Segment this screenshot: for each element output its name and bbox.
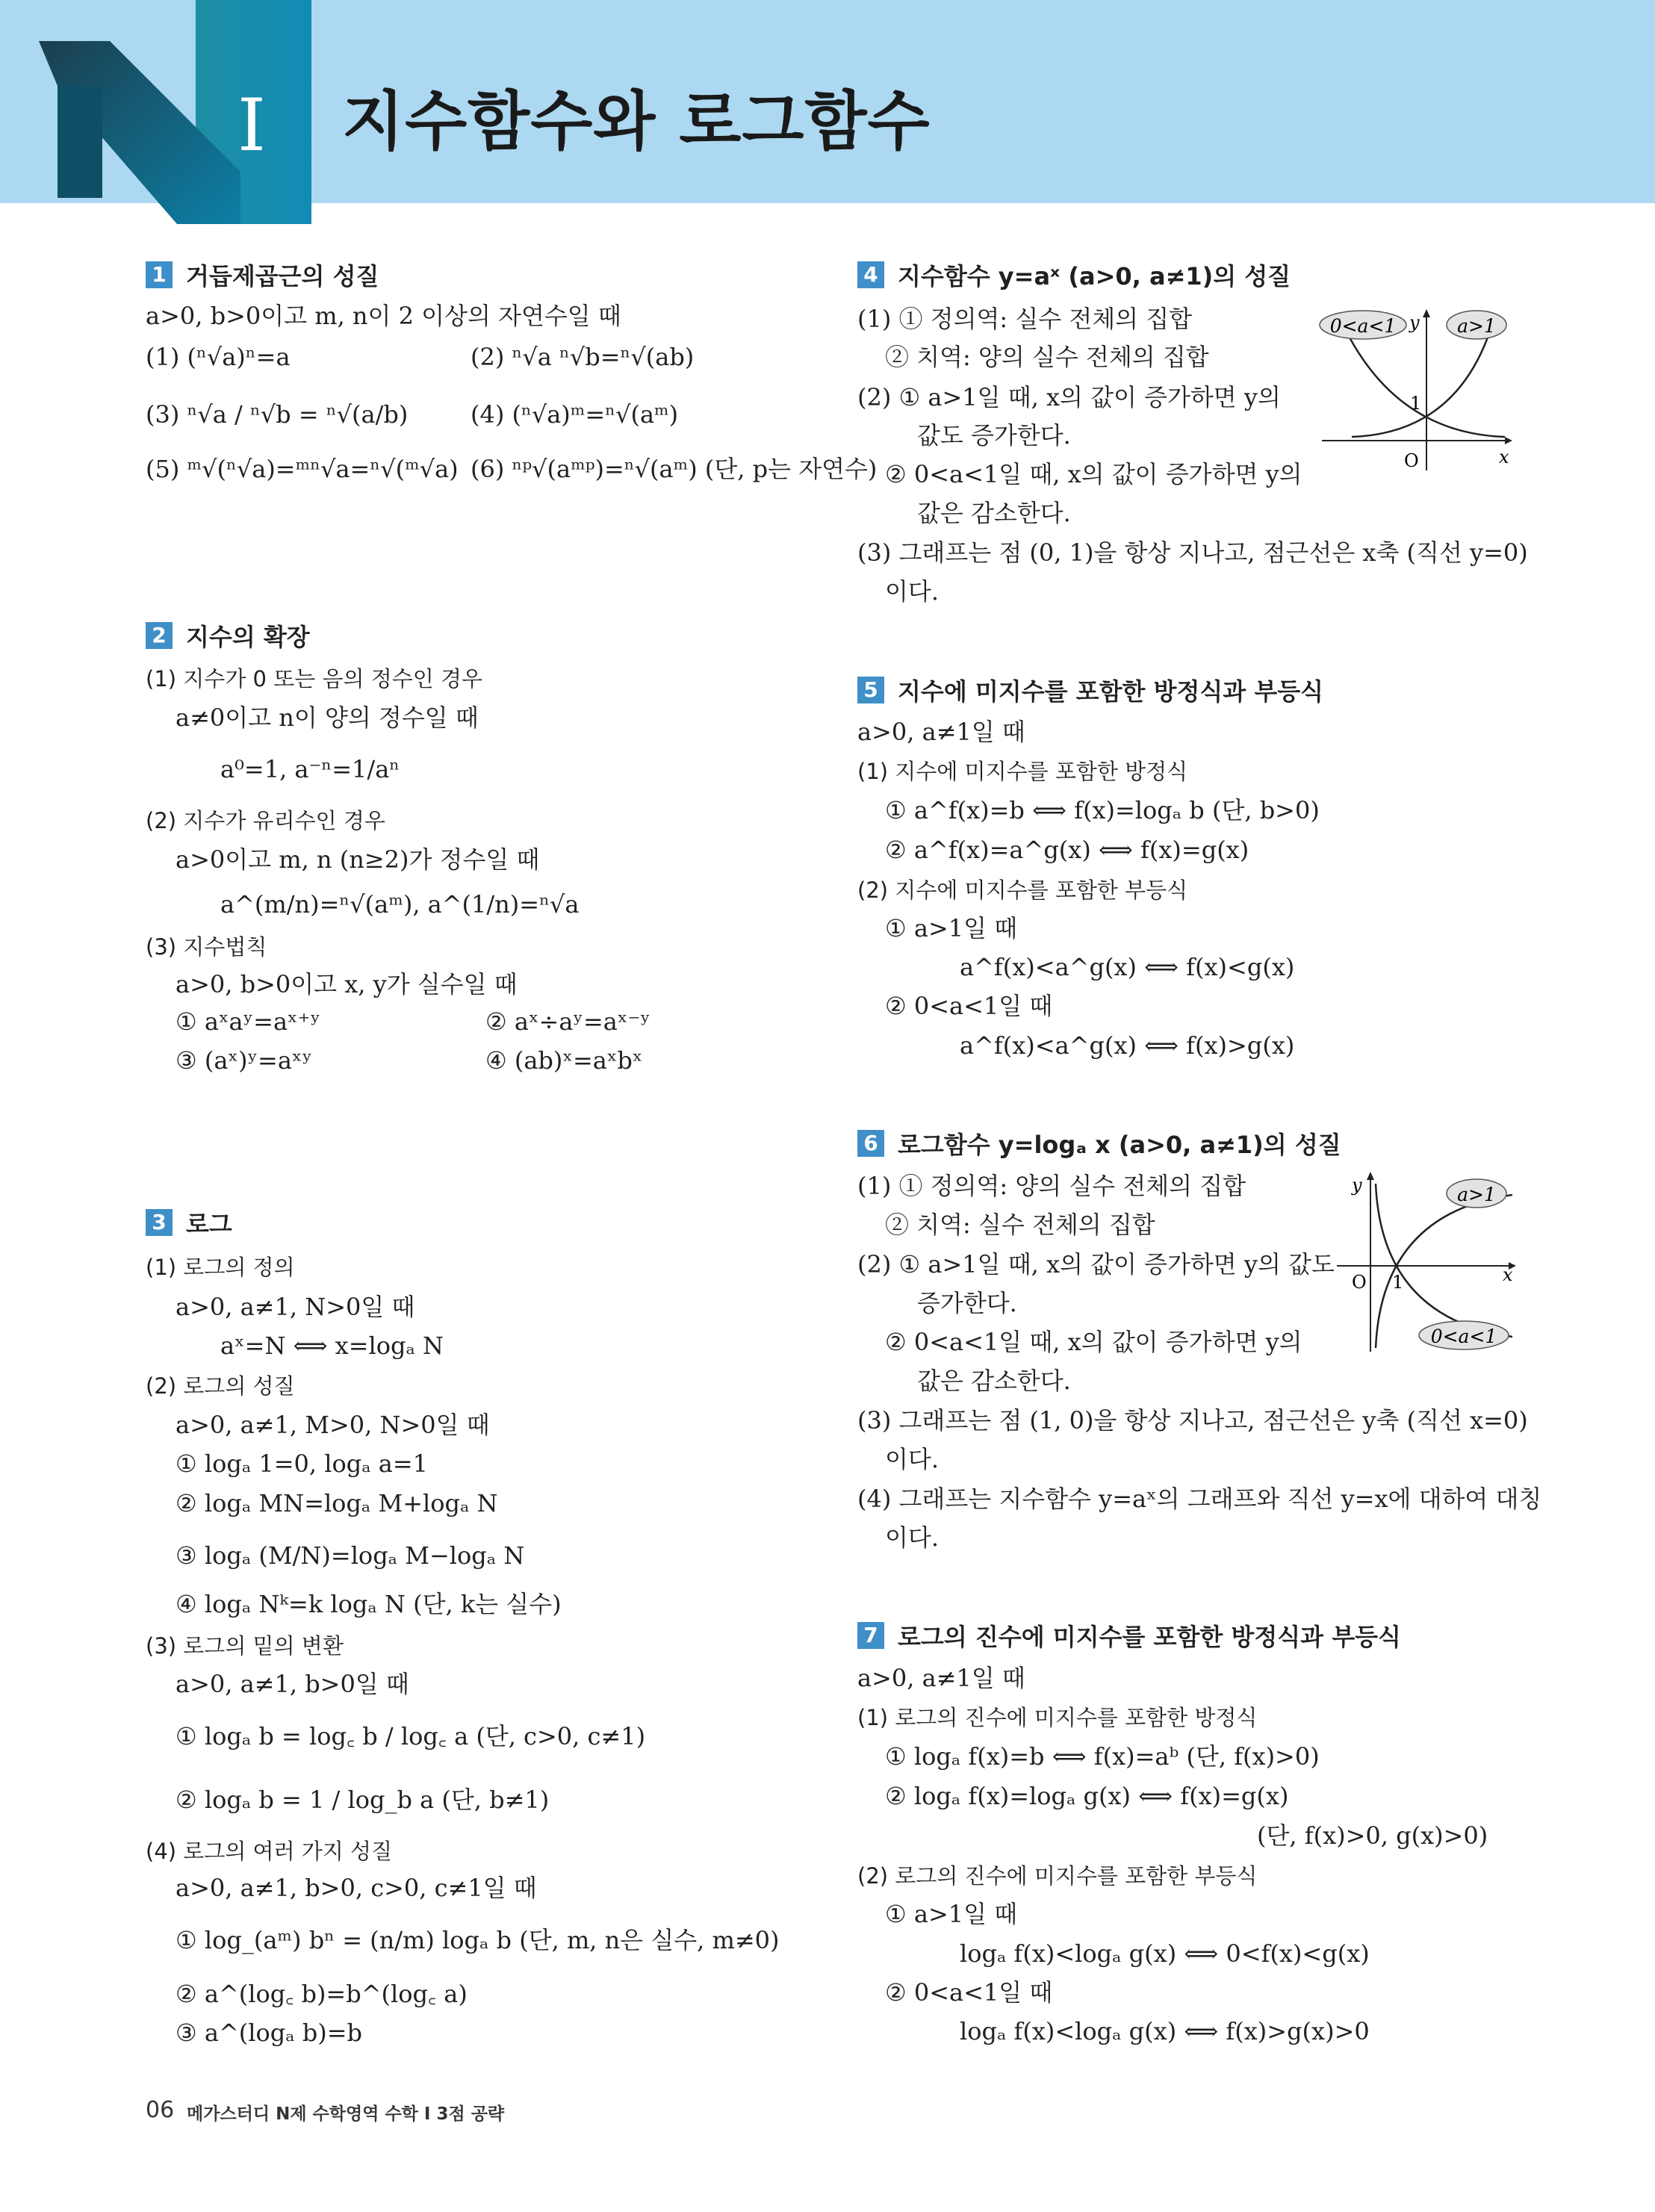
graph-label-bottom: 0<a<1 [1430, 1326, 1497, 1347]
y-label: y [1409, 312, 1420, 333]
one-label: 1 [1392, 1272, 1404, 1293]
s3-formula: ① logₐ 1=0, logₐ a=1 [176, 1450, 428, 1478]
s3-formula: ② logₐ b = 1 / log_b a (단, b≠1) [176, 1786, 550, 1814]
s7-line: (2) 로그의 진수에 미지수를 포함한 부등식 [857, 1863, 1258, 1889]
s6-line: (1) ① 정의역: 양의 실수 전체의 집합 [857, 1172, 1246, 1200]
s6-line: (3) 그래프는 점 (1, 0)을 항상 지나고, 점근선은 y축 (직선 x=0) [857, 1406, 1528, 1435]
s3-line: (4) 로그의 여러 가지 성질 [146, 1839, 393, 1864]
s5-line: (1) 지수에 미지수를 포함한 방정식 [857, 759, 1188, 784]
graph-label-left: 0<a<1 [1329, 315, 1397, 337]
s4-line: (2) ① a>1일 때, x의 값이 증가하면 y의 [857, 383, 1281, 411]
section-number: 2 [146, 622, 173, 649]
x-label: x [1499, 447, 1509, 467]
s1-prop-6: (6) ⁿᵖ√(aᵐᵖ)=ⁿ√(aᵐ) (단, p는 자연수) [471, 455, 878, 483]
section-number: 4 [857, 261, 884, 288]
s7-line: a>0, a≠1일 때 [857, 1664, 1025, 1692]
origin-label: O [1352, 1272, 1367, 1293]
s5-line: ① a>1일 때 [885, 914, 1018, 942]
s2-line: (1) 지수가 0 또는 음의 정수인 경우 [146, 666, 483, 692]
s3-line: a>0, a≠1, b>0일 때 [176, 1670, 409, 1698]
s3-formula: ② a^(log꜀ b)=b^(log꜀ a) [176, 1980, 468, 2008]
s7-formula: logₐ f(x)<logₐ g(x) ⟺ f(x)>g(x)>0 [960, 2017, 1370, 2045]
n-logo [39, 0, 315, 224]
s7-formula: ② logₐ f(x)=logₐ g(x) ⟺ f(x)=g(x) [885, 1782, 1289, 1810]
s3-line: (2) 로그의 성질 [146, 1373, 295, 1399]
s3-formula: ① log_(aᵐ) bⁿ = (n/m) logₐ b (단, m, n은 실수, m≠0) [176, 1926, 780, 1954]
s5-formula: ① a^f(x)=b ⟺ f(x)=logₐ b (단, b>0) [885, 796, 1320, 824]
graph-label-right: a>1 [1457, 315, 1496, 337]
section-5-heading [857, 673, 1323, 707]
s1-prop-4: (4) (ⁿ√a)ᵐ=ⁿ√(aᵐ) [471, 400, 679, 429]
chapter-roman: I [237, 84, 266, 167]
s2-line: a>0, b>0이고 x, y가 실수일 때 [176, 970, 518, 998]
s2-law-1: ① aˣaʸ=aˣ⁺ʸ [176, 1007, 321, 1036]
section-title: 로그 [186, 1210, 232, 1238]
chapter-title: 지수함수와 로그함수 [342, 84, 931, 159]
one-label: 1 [1410, 393, 1422, 414]
s3-formula: ① logₐ b = log꜀ b / log꜀ a (단, c>0, c≠1) [176, 1722, 646, 1750]
s3-formula: ③ a^(logₐ b)=b [176, 2019, 362, 2047]
s4-line: 값도 증가한다. [917, 421, 1071, 450]
s3-line: a>0, a≠1, N>0일 때 [176, 1293, 415, 1321]
s4-line: (3) 그래프는 점 (0, 1)을 항상 지나고, 점근선은 x축 (직선 y=0) [857, 538, 1528, 567]
section-title: 지수에 미지수를 포함한 방정식과 부등식 [898, 677, 1324, 706]
s2-line: a>0이고 m, n (n≥2)가 정수일 때 [176, 845, 540, 874]
s4-line: (1) ① 정의역: 실수 전체의 집합 [857, 305, 1193, 333]
section-title: 로그의 진수에 미지수를 포함한 방정식과 부등식 [898, 1623, 1401, 1651]
s7-line: (1) 로그의 진수에 미지수를 포함한 방정식 [857, 1705, 1258, 1730]
curve-0-lt-a-lt-1 [1376, 1184, 1512, 1337]
section-7-heading [857, 1618, 1401, 1653]
s4-line: ② 0<a<1일 때, x의 값이 증가하면 y의 [885, 460, 1302, 488]
graph-label-top: a>1 [1457, 1184, 1496, 1205]
section-4-heading [857, 258, 1291, 292]
y-arrow [1367, 1172, 1374, 1180]
s2-formula: a⁰=1, a⁻ⁿ=1/aⁿ [220, 755, 400, 783]
section-title: 지수의 확장 [186, 623, 310, 651]
s1-prop-1: (1) (ⁿ√a)ⁿ=a [146, 343, 291, 371]
s3-line: (3) 로그의 밑의 변환 [146, 1633, 344, 1659]
section-number: 7 [857, 1622, 884, 1649]
origin-label: O [1404, 450, 1419, 471]
s7-condition: (단, f(x)>0, g(x)>0) [1257, 1821, 1488, 1850]
s2-line: (2) 지수가 유리수인 경우 [146, 808, 385, 833]
s3-formula: ③ logₐ (M/N)=logₐ M−logₐ N [176, 1541, 525, 1570]
s6-line: 값은 감소한다. [917, 1367, 1071, 1395]
x-label: x [1503, 1264, 1513, 1285]
s2-line: a≠0이고 n이 양의 정수일 때 [176, 703, 479, 732]
s5-formula: ② a^f(x)=a^g(x) ⟺ f(x)=g(x) [885, 836, 1249, 864]
section-number: 6 [857, 1130, 884, 1157]
section-6-heading [857, 1126, 1341, 1161]
s2-law-4: ④ (ab)ˣ=aˣbˣ [485, 1046, 643, 1075]
s1-prop-3: (3) ⁿ√a / ⁿ√b = ⁿ√(a/b) [146, 400, 409, 429]
s5-line: a>0, a≠1일 때 [857, 718, 1025, 746]
page-number: 06 [146, 2097, 175, 2123]
section-title: 지수함수 y=aˣ (a>0, a≠1)의 성질 [898, 262, 1291, 291]
section-3-heading [146, 1205, 232, 1240]
s2-line: (3) 지수법칙 [146, 934, 267, 960]
s1-prop-5: (5) ᵐ√(ⁿ√a)=ᵐⁿ√a=ⁿ√(ᵐ√a) [146, 455, 459, 483]
s1-prop-2: (2) ⁿ√a ⁿ√b=ⁿ√(ab) [471, 343, 695, 371]
s3-line: (1) 로그의 정의 [146, 1255, 295, 1280]
s4-line: ② 치역: 양의 실수 전체의 집합 [885, 343, 1209, 371]
footer-text: 메가스터디 N제 수학영역 수학 I 3점 공략 [187, 2104, 505, 2124]
s6-line: 이다. [885, 1445, 939, 1473]
x-arrow [1505, 437, 1512, 444]
s7-formula: ① logₐ f(x)=b ⟺ f(x)=aᵇ (단, f(x)>0) [885, 1742, 1320, 1771]
s4-line: 이다. [885, 577, 939, 606]
s5-line: ② 0<a<1일 때 [885, 992, 1053, 1020]
section-title: 로그함수 y=logₐ x (a>0, a≠1)의 성질 [898, 1131, 1341, 1159]
section-1-heading [146, 258, 379, 292]
s2-law-3: ③ (aˣ)ʸ=aˣʸ [176, 1046, 313, 1075]
s3-formula: ④ logₐ Nᵏ=k logₐ N (단, k는 실수) [176, 1590, 562, 1618]
s3-formula: ② logₐ MN=logₐ M+logₐ N [176, 1489, 498, 1517]
section-number: 5 [857, 677, 884, 703]
s6-line: 이다. [885, 1523, 939, 1552]
s4-line: 값은 감소한다. [917, 499, 1071, 527]
s3-line: a>0, a≠1, M>0, N>0일 때 [176, 1411, 490, 1439]
s7-line: ② 0<a<1일 때 [885, 1978, 1053, 2007]
y-arrow [1423, 309, 1430, 317]
s6-line: ② 치역: 실수 전체의 집합 [885, 1211, 1155, 1239]
section-number: 1 [146, 261, 173, 288]
s3-line: a>0, a≠1, b>0, c>0, c≠1일 때 [176, 1874, 537, 1902]
s6-line: (2) ① a>1일 때, x의 값이 증가하면 y의 값도 [857, 1250, 1335, 1279]
section-number: 3 [146, 1209, 173, 1236]
section-title: 거듭제곱근의 성질 [186, 262, 379, 291]
s6-line: ② 0<a<1일 때, x의 값이 증가하면 y의 [885, 1328, 1302, 1356]
y-label: y [1352, 1175, 1362, 1196]
s2-formula: a^(m/n)=ⁿ√(aᵐ), a^(1/n)=ⁿ√a [220, 890, 580, 919]
s6-line: 증가한다. [917, 1289, 1017, 1317]
s6-line: (4) 그래프는 지수함수 y=aˣ의 그래프와 직선 y=x에 대하여 대칭 [857, 1485, 1542, 1513]
section-2-heading [146, 618, 310, 653]
s5-formula: a^f(x)<a^g(x) ⟺ f(x)>g(x) [960, 1031, 1295, 1060]
exponential-graph [1311, 299, 1520, 478]
s1-condition: a>0, b>0이고 m, n이 2 이상의 자연수일 때 [146, 302, 621, 330]
s2-law-2: ② aˣ÷aʸ=aˣ⁻ʸ [485, 1007, 650, 1036]
s7-formula: logₐ f(x)<logₐ g(x) ⟺ 0<f(x)<g(x) [960, 1939, 1370, 1968]
s5-line: (2) 지수에 미지수를 포함한 부등식 [857, 877, 1188, 903]
s3-formula: aˣ=N ⟺ x=logₐ N [220, 1332, 444, 1360]
logarithm-graph [1329, 1169, 1520, 1359]
s7-line: ① a>1일 때 [885, 1900, 1018, 1928]
s5-formula: a^f(x)<a^g(x) ⟺ f(x)<g(x) [960, 953, 1295, 981]
